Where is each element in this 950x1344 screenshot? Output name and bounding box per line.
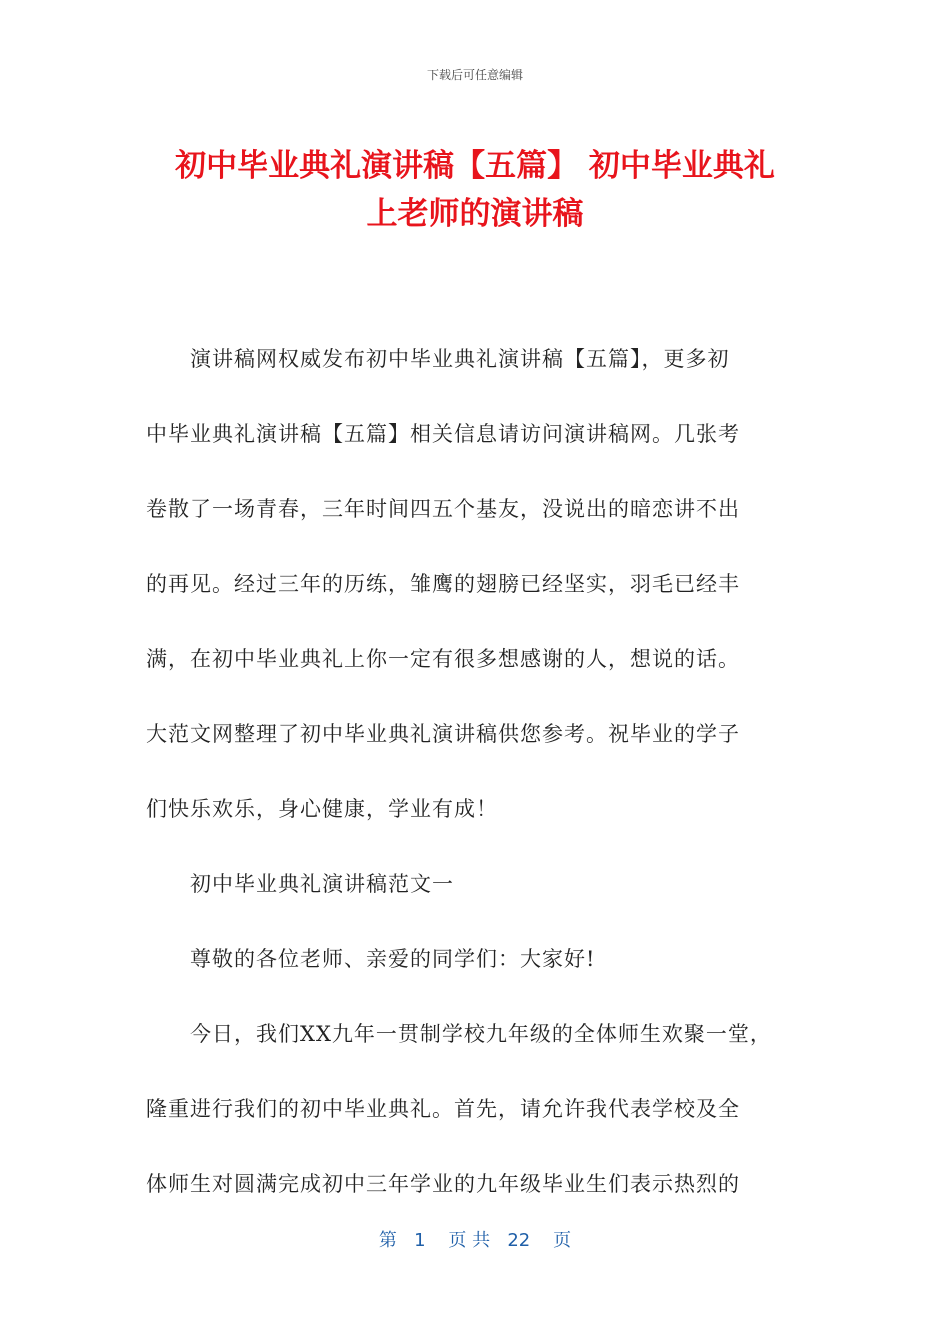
body-line: 大范文网整理了初中毕业典礼演讲稿供您参考。祝毕业的学子	[146, 722, 740, 746]
document-title-line-2: 上老师的演讲稿	[366, 196, 584, 232]
body-line: 体师生对圆满完成初中三年学业的九年级毕业生们表示热烈的	[146, 1172, 740, 1196]
section-heading: 初中毕业典礼演讲稿范文一	[146, 872, 454, 896]
footer-suffix: 页	[553, 1230, 572, 1251]
body-line: 今日，我们XX九年一贯制学校九年级的全体师生欢聚一堂，	[146, 1022, 772, 1046]
body-line: 满，在初中毕业典礼上你一定有很多想感谢的人，想说的话。	[146, 647, 740, 671]
document-body	[146, 322, 806, 1222]
body-line: 中毕业典礼演讲稿【五篇】相关信息请访问演讲稿网。几张考	[146, 422, 740, 446]
body-line: 的再见。经过三年的历练，雏鹰的翅膀已经坚实，羽毛已经丰	[146, 572, 740, 596]
body-line: 卷散了一场青春，三年时间四五个基友，没说出的暗恋讲不出	[146, 497, 740, 521]
footer-prefix: 第	[378, 1230, 397, 1251]
footer-total-pages: 22	[507, 1230, 531, 1251]
document-title	[120, 142, 830, 238]
salutation: 尊敬的各位老师、亲爱的同学们：大家好!	[146, 947, 596, 971]
footer-middle: 页 共	[448, 1230, 491, 1251]
body-line: 隆重进行我们的初中毕业典礼。首先，请允许我代表学校及全	[146, 1097, 740, 1121]
document-title-line-1: 初中毕业典礼演讲稿【五篇】 初中毕业典礼	[175, 148, 775, 184]
body-line: 演讲稿网权威发布初中毕业典礼演讲稿【五篇】，更多初	[146, 347, 730, 371]
footer-page-number: 1	[414, 1230, 426, 1251]
header-note: 下载后可任意编辑	[426, 68, 523, 82]
page-footer	[0, 1226, 950, 1252]
body-line: 们快乐欢乐，身心健康，学业有成！	[146, 797, 498, 821]
